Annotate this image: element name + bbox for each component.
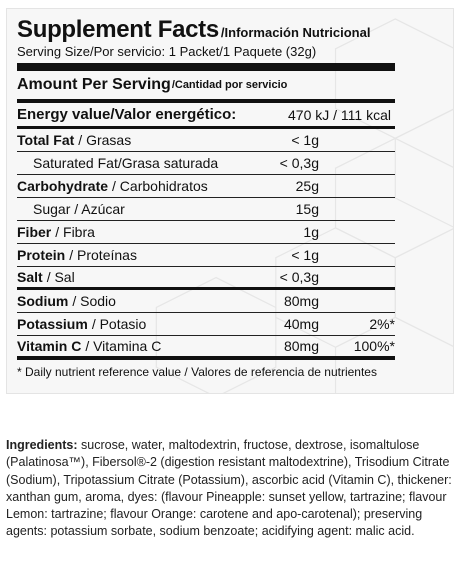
nutrient-amount: 1g	[303, 224, 319, 240]
nutrient-row-potassium	[17, 313, 395, 336]
nutrient-amount: < 0,3g	[279, 155, 319, 171]
nutrient-name-translation: / Potasio	[91, 316, 147, 332]
serving-size: Serving Size/Por servicio: 1 Packet/1 Paquete (32g)	[17, 44, 317, 59]
nutrient-name: Sodium	[17, 293, 69, 309]
nutrient-row-total-fat	[17, 129, 395, 152]
nutrient-name-translation: / Sal	[46, 269, 75, 285]
nutrient-name-translation: / Fibra	[55, 224, 95, 240]
nutrient-name-translation: / Grasas	[78, 132, 132, 148]
nutrient-amount: 15g	[295, 201, 319, 217]
supplement-facts-panel	[6, 8, 454, 394]
energy-row	[17, 103, 395, 129]
nutrient-row-fiber	[17, 221, 395, 244]
nutrient-row-vitamin-c	[17, 336, 395, 360]
nutrient-amount: 40mg	[283, 316, 319, 332]
ingredients-text: sucrose, water, maltodextrin, fructose, dextrose, isomaltulose (Palatinosa™), Fibersol®-2 (digestion resistant maltodextrine), Trisodium Citrate (Sodium), Tripotassium Citrate (Potassium), ascorbic acid (Vitamin C), thickener: xanthan gum, aroma, dyes: (flavour Pineapple: sunset yellow, tartrazine; flavour Lemon: tartrazine; flavour Orange: carotene and apo-carotenal); preserving agents: potassium sorbate, sodium benzoate; acidifying agent: malic acid.	[6, 438, 452, 539]
nutrient-name: Fiber	[17, 224, 52, 240]
nutrient-name-translation: Saturated Fat/Grasa saturada	[33, 155, 219, 171]
ingredients-block	[6, 437, 458, 541]
nutrient-name: Protein	[17, 247, 66, 263]
facts-title: Supplement Facts	[17, 16, 219, 43]
nutrient-amount: < 1g	[291, 247, 319, 263]
nutrient-amount: < 1g	[291, 132, 319, 148]
facts-title-subtitle: /Información Nutricional	[220, 25, 371, 40]
nutrient-name: Salt	[17, 269, 43, 285]
nutrient-amount: 80mg	[283, 338, 319, 354]
daily-value-percent: 2%*	[369, 316, 395, 332]
amount-header-sub: /Cantidad por servicio	[171, 79, 288, 91]
nutrition-facts-table	[17, 9, 395, 384]
title-row	[17, 9, 395, 43]
nutrient-name: Vitamin C	[17, 338, 82, 354]
nutrient-amount: 25g	[295, 178, 319, 194]
amount-per-serving-row	[17, 71, 395, 99]
nutrient-row-salt	[17, 267, 395, 290]
energy-value: 470 kJ / 111 kcal	[288, 106, 391, 123]
ingredients-label: Ingredients:	[6, 438, 78, 452]
daily-value-percent: 100%*	[353, 338, 395, 354]
divider-thick	[17, 63, 395, 71]
amount-header: Amount Per Serving	[17, 76, 171, 93]
nutrient-name: Carbohydrate	[17, 178, 109, 194]
nutrient-row-sodium	[17, 290, 395, 313]
nutrient-name-translation: / Vitamina C	[85, 338, 162, 354]
nutrient-row-carbohydrate	[17, 175, 395, 198]
nutrient-row-protein	[17, 244, 395, 267]
nutrient-amount: 80mg	[283, 293, 319, 309]
nutrient-name: Potassium	[17, 316, 88, 332]
footnote: * Daily nutrient reference value / Valores de referencia de nutrientes	[17, 365, 377, 379]
energy-label: Energy value/Valor energético:	[17, 106, 237, 123]
nutrient-name-translation: / Proteínas	[69, 247, 137, 263]
nutrient-rows	[17, 129, 395, 360]
nutrient-row-sugar	[17, 198, 395, 221]
nutrient-name-translation: Sugar / Azúcar	[33, 201, 125, 217]
nutrient-name: Total Fat	[17, 132, 75, 148]
nutrient-name-translation: / Sodio	[72, 293, 116, 309]
nutrient-name-translation: / Carbohidratos	[112, 178, 208, 194]
nutrient-amount: < 0,3g	[279, 269, 319, 285]
nutrient-row-saturated-fat	[17, 152, 395, 175]
